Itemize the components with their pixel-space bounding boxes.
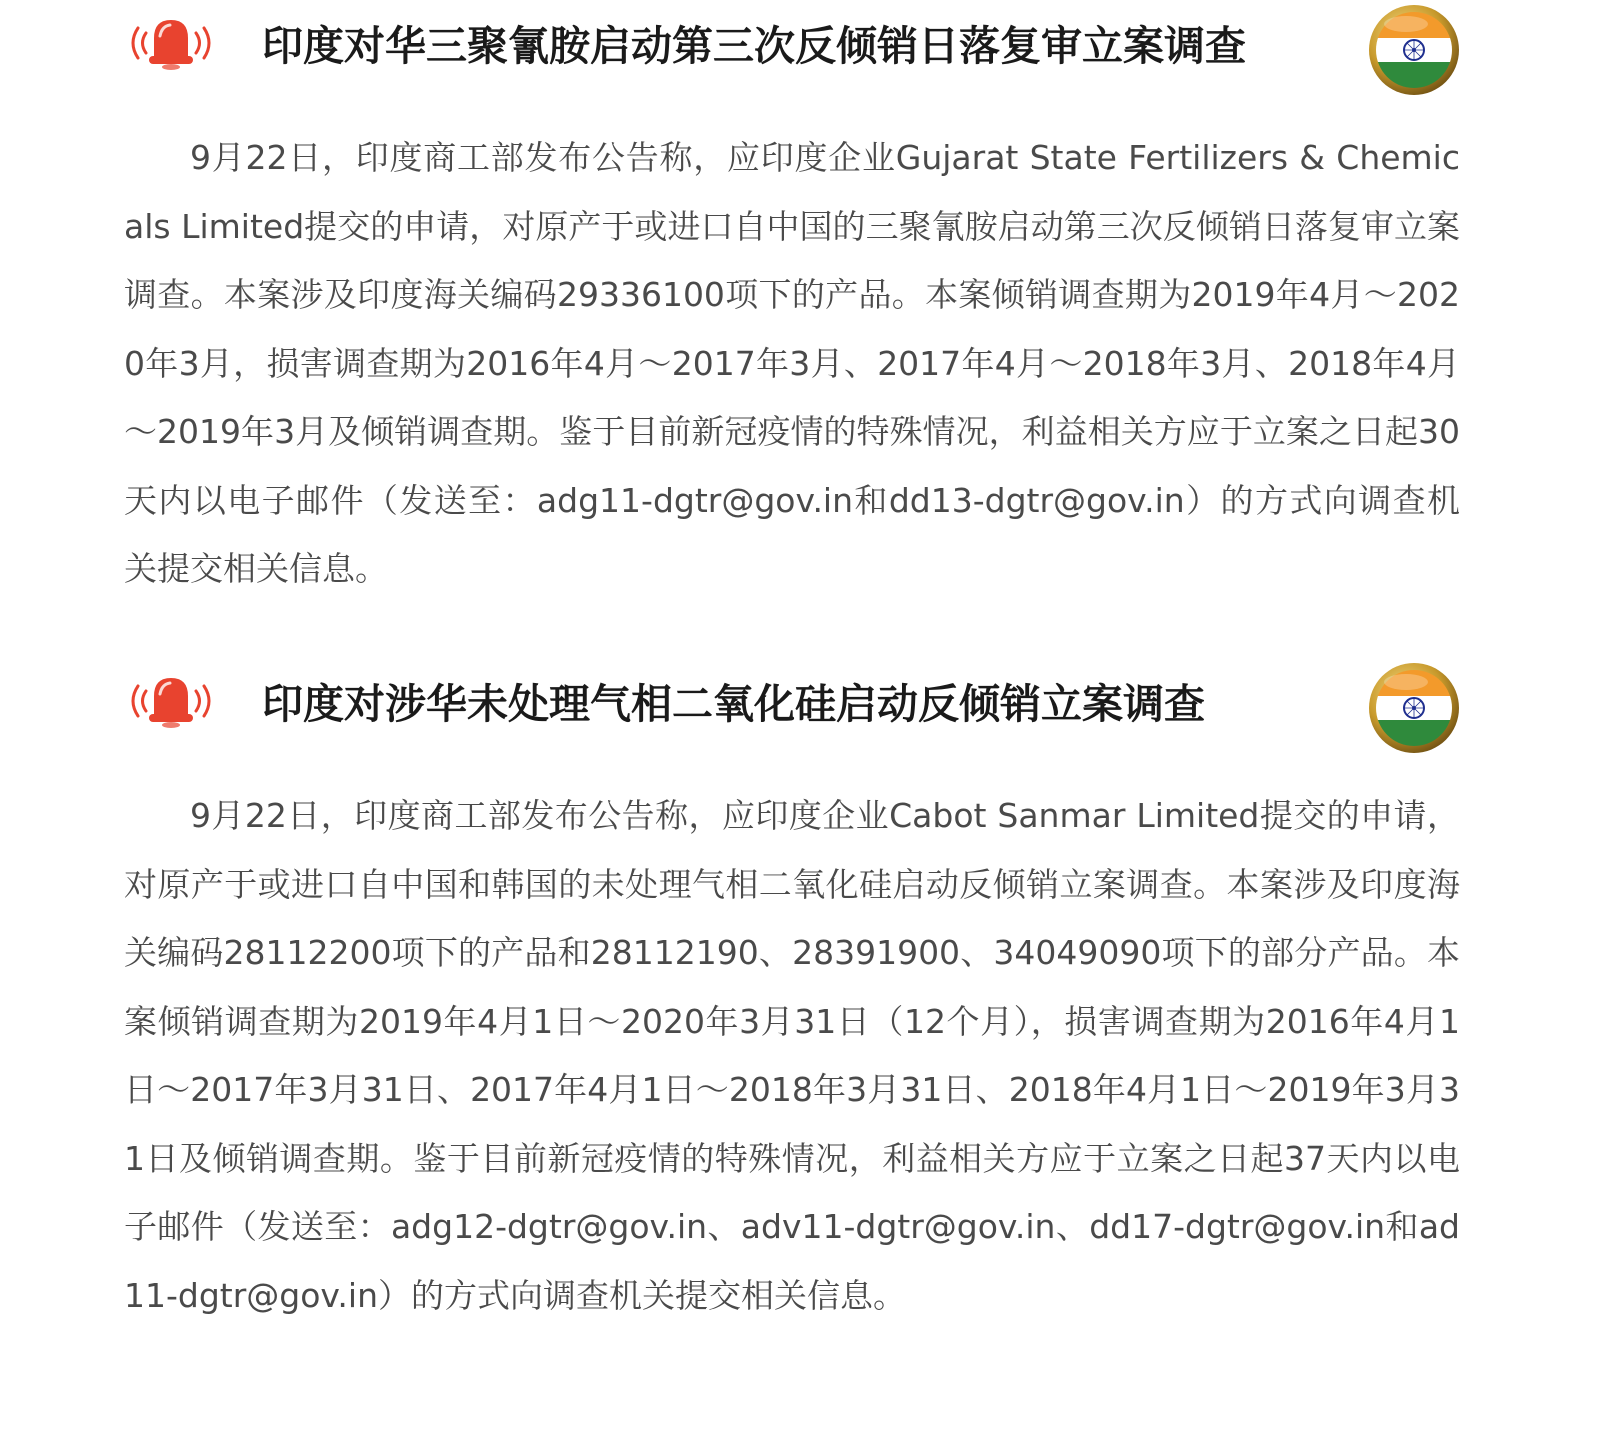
india-flag-icon: [1368, 4, 1460, 96]
article-title: 印度对华三聚氰胺启动第三次反倾销日落复审立案调查: [262, 22, 1246, 70]
article-title: 印度对涉华未处理气相二氧化硅启动反倾销立案调查: [262, 680, 1205, 728]
alarm-bell-icon: [124, 672, 218, 730]
india-flag-icon: [1368, 662, 1460, 754]
alarm-bell-icon: [124, 14, 218, 72]
article-body: 9月22日，印度商工部发布公告称，应印度企业Cabot Sanmar Limited提交的申请，对原产于或进口自中国和韩国的未处理气相二氧化硅启动反倾销立案调查。本案涉及印度海关编码28112200项下的产品和28112190、28391900、34049090项下的部分产品。本案倾销调查期为2019年4月1日～2020年3月31日（12个月），损害调查期为2016年4月1日～2017年3月31日、2017年4月1日～2018年3月31日、2018年4月1日～2019年3月31日及倾销调查期。鉴于目前新冠疫情的特殊情况，利益相关方应于立案之日起37天内以电子邮件（发送至：adg12-dgtr@gov.in、adv11-dgtr@gov.in、dd17-dgtr@gov.in和ad11-dgtr@gov.in）的方式向调查机关提交相关信息。: [124, 796, 1460, 1315]
article-body: 9月22日，印度商工部发布公告称，应印度企业Gujarat State Fertilizers & Chemicals Limited提交的申请，对原产于或进口自中国的三聚氰胺启动第三次反倾销日落复审立案调查。本案涉及印度海关编码29336100项下的产品。本案倾销调查期为2019年4月～2020年3月，损害调查期为2016年4月～2017年3月、2017年4月～2018年3月、2018年4月～2019年3月及倾销调查期。鉴于目前新冠疫情的特殊情况，利益相关方应于立案之日起30天内以电子邮件（发送至：adg11-dgtr@gov.in和dd13-dgtr@gov.in）的方式向调查机关提交相关信息。: [124, 138, 1460, 588]
